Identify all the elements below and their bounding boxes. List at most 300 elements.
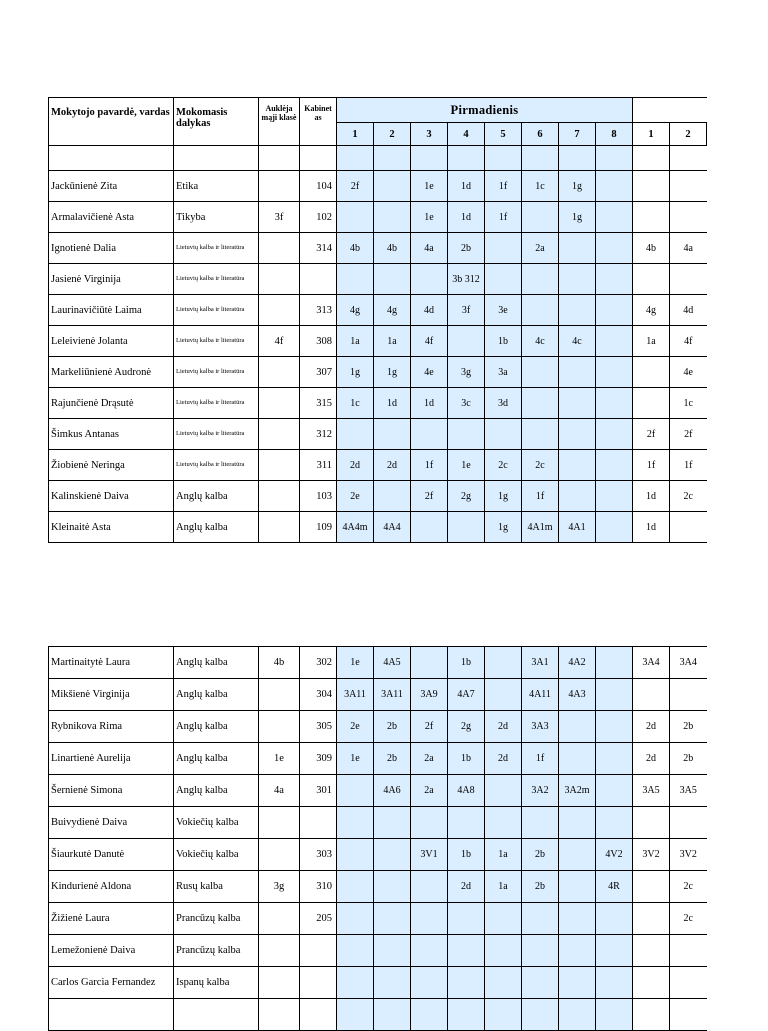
lesson-slot: 3V1 <box>411 839 448 871</box>
lesson-slot: 2c <box>522 450 559 481</box>
teacher-column-header: Mokytojo pavardė, vardas <box>49 98 174 146</box>
subject-name: Prancūzų kalba <box>174 903 259 935</box>
teacher-name: Leleivienė Jolanta <box>49 326 174 357</box>
lesson-slot: 3A5 <box>633 775 670 807</box>
lesson-slot: 4b <box>374 233 411 264</box>
lesson-slot: 1d <box>448 202 485 233</box>
lesson-slot: 1g <box>337 357 374 388</box>
teacher-row <box>49 807 707 839</box>
lesson-slot <box>596 711 633 743</box>
lesson-slot: 2d <box>485 711 522 743</box>
lesson-slot: 3f <box>448 295 485 326</box>
lesson-slot <box>596 419 633 450</box>
slot-number-header: 8 <box>596 123 633 146</box>
lesson-slot: 4b <box>337 233 374 264</box>
spacer-row <box>49 146 707 171</box>
lesson-slot <box>337 903 374 935</box>
schedule-table-bottom <box>48 646 707 1031</box>
subject-column-header: Mokomasis dalykas <box>174 98 259 146</box>
teacher-row <box>49 202 707 233</box>
homeroom-class <box>259 357 300 388</box>
lesson-slot: 1g <box>559 202 596 233</box>
cabinet-number: 309 <box>300 743 337 775</box>
lesson-slot <box>374 999 411 1031</box>
lesson-slot <box>374 171 411 202</box>
lesson-slot: 1d <box>411 388 448 419</box>
homeroom-class <box>259 999 300 1031</box>
lesson-slot <box>559 807 596 839</box>
lesson-slot <box>522 999 559 1031</box>
lesson-slot <box>559 450 596 481</box>
lesson-slot: 4A2 <box>559 647 596 679</box>
lesson-slot <box>522 967 559 999</box>
lesson-slot <box>485 233 522 264</box>
day-title-monday: Pirmadienis <box>337 98 633 123</box>
lesson-slot: 3a <box>485 357 522 388</box>
lesson-slot <box>670 512 707 543</box>
lesson-slot: 1g <box>485 512 522 543</box>
homeroom-class <box>259 807 300 839</box>
lesson-slot: 1a <box>485 871 522 903</box>
lesson-slot <box>448 419 485 450</box>
cabinet-number: 307 <box>300 357 337 388</box>
teacher-row <box>49 326 707 357</box>
lesson-slot: 2b <box>448 233 485 264</box>
lesson-slot <box>596 935 633 967</box>
teacher-row <box>49 388 707 419</box>
lesson-slot: 3g <box>448 357 485 388</box>
homeroom-class <box>259 903 300 935</box>
lesson-slot: 2c <box>670 903 707 935</box>
teacher-name: Jasienė Virginija <box>49 264 174 295</box>
homeroom-class: 4f <box>259 326 300 357</box>
cabinet-number: 305 <box>300 711 337 743</box>
cabinet-number: 102 <box>300 202 337 233</box>
lesson-slot <box>670 935 707 967</box>
lesson-slot: 2c <box>670 481 707 512</box>
cabinet-column-header: Kabinet as <box>300 98 337 146</box>
subject-name: Anglų kalba <box>174 481 259 512</box>
lesson-slot <box>596 481 633 512</box>
subject-name: Anglų kalba <box>174 775 259 807</box>
teacher-name: Kindurienė Aldona <box>49 871 174 903</box>
lesson-slot: 2b <box>374 711 411 743</box>
lesson-slot: 3A11 <box>337 679 374 711</box>
subject-name: Anglų kalba <box>174 512 259 543</box>
lesson-slot: 3V2 <box>670 839 707 871</box>
lesson-slot <box>559 839 596 871</box>
lesson-slot <box>670 967 707 999</box>
lesson-slot: 3d <box>485 388 522 419</box>
slot-number-header: 5 <box>485 123 522 146</box>
cabinet-number <box>300 807 337 839</box>
lesson-slot: 4A1 <box>559 512 596 543</box>
lesson-slot: 1b <box>448 839 485 871</box>
slot-number-header: 1 <box>633 123 670 146</box>
homeroom-class <box>259 679 300 711</box>
lesson-slot <box>633 807 670 839</box>
empty-cell <box>259 146 300 171</box>
lesson-slot <box>411 419 448 450</box>
lesson-slot: 2g <box>448 481 485 512</box>
lesson-slot: 2a <box>411 775 448 807</box>
subject-name: Anglų kalba <box>174 679 259 711</box>
lesson-slot <box>411 264 448 295</box>
lesson-slot: 1d <box>374 388 411 419</box>
lesson-slot: 2f <box>337 171 374 202</box>
lesson-slot: 1f <box>522 481 559 512</box>
subject-name: Vokiečių kalba <box>174 839 259 871</box>
lesson-slot: 1f <box>633 450 670 481</box>
teacher-name: Kalinskienė Daiva <box>49 481 174 512</box>
homeroom-class: 3g <box>259 871 300 903</box>
lesson-slot <box>522 903 559 935</box>
lesson-slot <box>522 388 559 419</box>
lesson-slot: 2d <box>448 871 485 903</box>
lesson-slot: 1e <box>411 202 448 233</box>
teacher-row <box>49 679 707 711</box>
lesson-slot <box>596 967 633 999</box>
homeroom-class <box>259 233 300 264</box>
lesson-slot <box>633 967 670 999</box>
lesson-slot <box>337 202 374 233</box>
lesson-slot <box>448 807 485 839</box>
lesson-slot: 3b 312 <box>448 264 485 295</box>
lesson-slot <box>411 647 448 679</box>
empty-cell <box>337 146 374 171</box>
lesson-slot: 4A4 <box>374 512 411 543</box>
subject-name: Vokiečių kalba <box>174 807 259 839</box>
lesson-slot <box>559 999 596 1031</box>
cabinet-number: 313 <box>300 295 337 326</box>
lesson-slot: 2g <box>448 711 485 743</box>
lesson-slot: 4V2 <box>596 839 633 871</box>
homeroom-class <box>259 264 300 295</box>
lesson-slot: 1g <box>559 171 596 202</box>
lesson-slot: 4g <box>633 295 670 326</box>
subject-name: Lietuvių kalba ir literatūra <box>174 357 259 388</box>
lesson-slot <box>596 512 633 543</box>
lesson-slot: 4A7 <box>448 679 485 711</box>
teacher-row <box>49 967 707 999</box>
lesson-slot <box>633 171 670 202</box>
lesson-slot: 4d <box>411 295 448 326</box>
homeroom-class <box>259 295 300 326</box>
subject-name: Lietuvių kalba ir literatūra <box>174 388 259 419</box>
homeroom-column-header: Auklėja mąji klasė <box>259 98 300 146</box>
subject-name: Rusų kalba <box>174 871 259 903</box>
lesson-slot <box>485 419 522 450</box>
lesson-slot <box>596 295 633 326</box>
lesson-slot: 1a <box>374 326 411 357</box>
empty-cell <box>174 146 259 171</box>
lesson-slot: 1d <box>633 512 670 543</box>
cabinet-number: 104 <box>300 171 337 202</box>
subject-name: Tikyba <box>174 202 259 233</box>
lesson-slot: 2b <box>522 839 559 871</box>
lesson-slot: 1f <box>411 450 448 481</box>
lesson-slot <box>596 202 633 233</box>
lesson-slot: 4c <box>522 326 559 357</box>
lesson-slot: 1b <box>448 647 485 679</box>
lesson-slot <box>596 743 633 775</box>
subject-name: Lietuvių kalba ir literatūra <box>174 326 259 357</box>
empty-cell <box>596 146 633 171</box>
lesson-slot: 3V2 <box>633 839 670 871</box>
homeroom-class: 4a <box>259 775 300 807</box>
lesson-slot: 2b <box>670 711 707 743</box>
lesson-slot: 4g <box>337 295 374 326</box>
lesson-slot <box>411 512 448 543</box>
empty-cell <box>485 146 522 171</box>
subject-name: Ispanų kalba <box>174 967 259 999</box>
lesson-slot: 3A4 <box>633 647 670 679</box>
lesson-slot: 4c <box>559 326 596 357</box>
lesson-slot: 4g <box>374 295 411 326</box>
slot-number-header: 3 <box>411 123 448 146</box>
lesson-slot <box>411 999 448 1031</box>
teacher-row <box>49 233 707 264</box>
lesson-slot: 2c <box>670 871 707 903</box>
lesson-slot: 3A11 <box>374 679 411 711</box>
slot-number-header: 4 <box>448 123 485 146</box>
lesson-slot <box>374 419 411 450</box>
subject-name: Anglų kalba <box>174 647 259 679</box>
lesson-slot <box>670 264 707 295</box>
lesson-slot <box>596 264 633 295</box>
empty-cell <box>49 146 174 171</box>
lesson-slot <box>559 357 596 388</box>
teacher-name: Šimkus Antanas <box>49 419 174 450</box>
homeroom-class <box>259 839 300 871</box>
lesson-slot: 3A9 <box>411 679 448 711</box>
lesson-slot: 1b <box>448 743 485 775</box>
lesson-slot: 2f <box>633 419 670 450</box>
lesson-slot: 2d <box>633 743 670 775</box>
lesson-slot: 4A8 <box>448 775 485 807</box>
lesson-slot: 2a <box>522 233 559 264</box>
empty-cell <box>633 146 670 171</box>
cabinet-number: 312 <box>300 419 337 450</box>
homeroom-class <box>259 419 300 450</box>
lesson-slot: 2e <box>337 711 374 743</box>
lesson-slot <box>559 935 596 967</box>
lesson-slot <box>559 903 596 935</box>
lesson-slot: 1g <box>374 357 411 388</box>
lesson-slot <box>522 202 559 233</box>
lesson-slot <box>522 419 559 450</box>
empty-cell <box>559 146 596 171</box>
lesson-slot: 4A6 <box>374 775 411 807</box>
lesson-slot: 1a <box>633 326 670 357</box>
homeroom-class <box>259 388 300 419</box>
teacher-row <box>49 743 707 775</box>
lesson-slot <box>374 202 411 233</box>
lesson-slot <box>596 647 633 679</box>
lesson-slot <box>596 171 633 202</box>
lesson-slot <box>633 202 670 233</box>
slot-number-header: 6 <box>522 123 559 146</box>
teacher-row <box>49 264 707 295</box>
lesson-slot <box>559 743 596 775</box>
cabinet-number <box>300 999 337 1031</box>
lesson-slot <box>559 711 596 743</box>
teacher-row <box>49 711 707 743</box>
teacher-name: Mikšienė Virginija <box>49 679 174 711</box>
lesson-slot <box>374 264 411 295</box>
subject-name: Anglų kalba <box>174 711 259 743</box>
cabinet-number: 205 <box>300 903 337 935</box>
lesson-slot: 4b <box>633 233 670 264</box>
lesson-slot: 2b <box>374 743 411 775</box>
lesson-slot: 1e <box>448 450 485 481</box>
teacher-name: Buivydienė Daiva <box>49 807 174 839</box>
lesson-slot <box>596 775 633 807</box>
lesson-slot <box>374 967 411 999</box>
lesson-slot: 1d <box>448 171 485 202</box>
homeroom-class <box>259 481 300 512</box>
lesson-slot: 1e <box>337 647 374 679</box>
lesson-slot <box>559 295 596 326</box>
lesson-slot <box>448 935 485 967</box>
lesson-slot <box>596 388 633 419</box>
homeroom-class: 3f <box>259 202 300 233</box>
lesson-slot: 2d <box>485 743 522 775</box>
lesson-slot <box>633 679 670 711</box>
lesson-slot <box>633 935 670 967</box>
teacher-name <box>49 999 174 1031</box>
teacher-row <box>49 839 707 871</box>
lesson-slot: 4e <box>411 357 448 388</box>
empty-cell <box>374 146 411 171</box>
subject-name: Lietuvių kalba ir literatūra <box>174 264 259 295</box>
cabinet-number: 301 <box>300 775 337 807</box>
cabinet-number: 315 <box>300 388 337 419</box>
subject-name: Anglų kalba <box>174 743 259 775</box>
lesson-slot <box>522 264 559 295</box>
teacher-name: Lemežonienė Daiva <box>49 935 174 967</box>
teacher-name: Šernienė Simona <box>49 775 174 807</box>
teacher-name: Ignotienė Dalia <box>49 233 174 264</box>
lesson-slot: 1c <box>670 388 707 419</box>
lesson-slot <box>448 512 485 543</box>
subject-name: Prancūzų kalba <box>174 935 259 967</box>
lesson-slot <box>411 807 448 839</box>
subject-name: Lietuvių kalba ir literatūra <box>174 419 259 450</box>
lesson-slot: 1a <box>485 839 522 871</box>
lesson-slot <box>633 871 670 903</box>
lesson-slot <box>596 233 633 264</box>
teacher-name: Šiaurkutė Danutė <box>49 839 174 871</box>
lesson-slot: 4e <box>670 357 707 388</box>
lesson-slot: 3e <box>485 295 522 326</box>
cabinet-number: 308 <box>300 326 337 357</box>
cabinet-number: 304 <box>300 679 337 711</box>
schedule-table-top <box>48 97 707 543</box>
homeroom-class: 1e <box>259 743 300 775</box>
lesson-slot: 2f <box>411 711 448 743</box>
lesson-slot: 3A2 <box>522 775 559 807</box>
lesson-slot: 3A1 <box>522 647 559 679</box>
lesson-slot: 2f <box>411 481 448 512</box>
lesson-slot <box>411 935 448 967</box>
teacher-name: Carlos Garcia Fernandez <box>49 967 174 999</box>
lesson-slot: 2c <box>485 450 522 481</box>
cabinet-number <box>300 967 337 999</box>
teacher-name: Žižienė Laura <box>49 903 174 935</box>
lesson-slot <box>596 999 633 1031</box>
lesson-slot <box>670 999 707 1031</box>
lesson-slot <box>337 839 374 871</box>
teacher-row <box>49 512 707 543</box>
lesson-slot <box>485 903 522 935</box>
lesson-slot <box>374 935 411 967</box>
slot-number-header: 1 <box>337 123 374 146</box>
lesson-slot: 1e <box>337 743 374 775</box>
lesson-slot: 1a <box>337 326 374 357</box>
lesson-slot: 2d <box>374 450 411 481</box>
lesson-slot <box>522 357 559 388</box>
lesson-slot <box>485 647 522 679</box>
teacher-row <box>49 999 707 1031</box>
lesson-slot <box>448 999 485 1031</box>
lesson-slot: 2f <box>670 419 707 450</box>
teacher-name: Laurinavičiūtė Laima <box>49 295 174 326</box>
teacher-name: Armalavičienė Asta <box>49 202 174 233</box>
teacher-name: Kleinaitė Asta <box>49 512 174 543</box>
empty-cell <box>522 146 559 171</box>
lesson-slot <box>559 419 596 450</box>
lesson-slot: 4R <box>596 871 633 903</box>
teacher-row <box>49 419 707 450</box>
lesson-slot <box>670 807 707 839</box>
lesson-slot: 4A3 <box>559 679 596 711</box>
teacher-row <box>49 775 707 807</box>
lesson-slot <box>670 171 707 202</box>
subject-name: Lietuvių kalba ir literatūra <box>174 450 259 481</box>
lesson-slot <box>633 357 670 388</box>
empty-cell <box>448 146 485 171</box>
lesson-slot <box>633 999 670 1031</box>
homeroom-class <box>259 935 300 967</box>
lesson-slot <box>559 967 596 999</box>
lesson-slot <box>485 264 522 295</box>
lesson-slot: 4A1m <box>522 512 559 543</box>
homeroom-class <box>259 171 300 202</box>
lesson-slot <box>374 807 411 839</box>
lesson-slot <box>337 775 374 807</box>
lesson-slot <box>522 807 559 839</box>
teacher-row <box>49 481 707 512</box>
slot-number-header: 7 <box>559 123 596 146</box>
lesson-slot: 4a <box>411 233 448 264</box>
teacher-row <box>49 295 707 326</box>
lesson-slot: 2d <box>633 711 670 743</box>
lesson-slot: 2b <box>670 743 707 775</box>
lesson-slot <box>337 967 374 999</box>
teacher-name: Jackūnienė Zita <box>49 171 174 202</box>
lesson-slot <box>559 481 596 512</box>
lesson-slot <box>448 326 485 357</box>
subject-name: Lietuvių kalba ir literatūra <box>174 233 259 264</box>
teacher-name: Markeliūnienė Audronė <box>49 357 174 388</box>
lesson-slot <box>596 450 633 481</box>
lesson-slot <box>337 999 374 1031</box>
cabinet-number: 302 <box>300 647 337 679</box>
lesson-slot: 3A2m <box>559 775 596 807</box>
slot-number-header: 2 <box>670 123 707 146</box>
empty-cell <box>411 146 448 171</box>
